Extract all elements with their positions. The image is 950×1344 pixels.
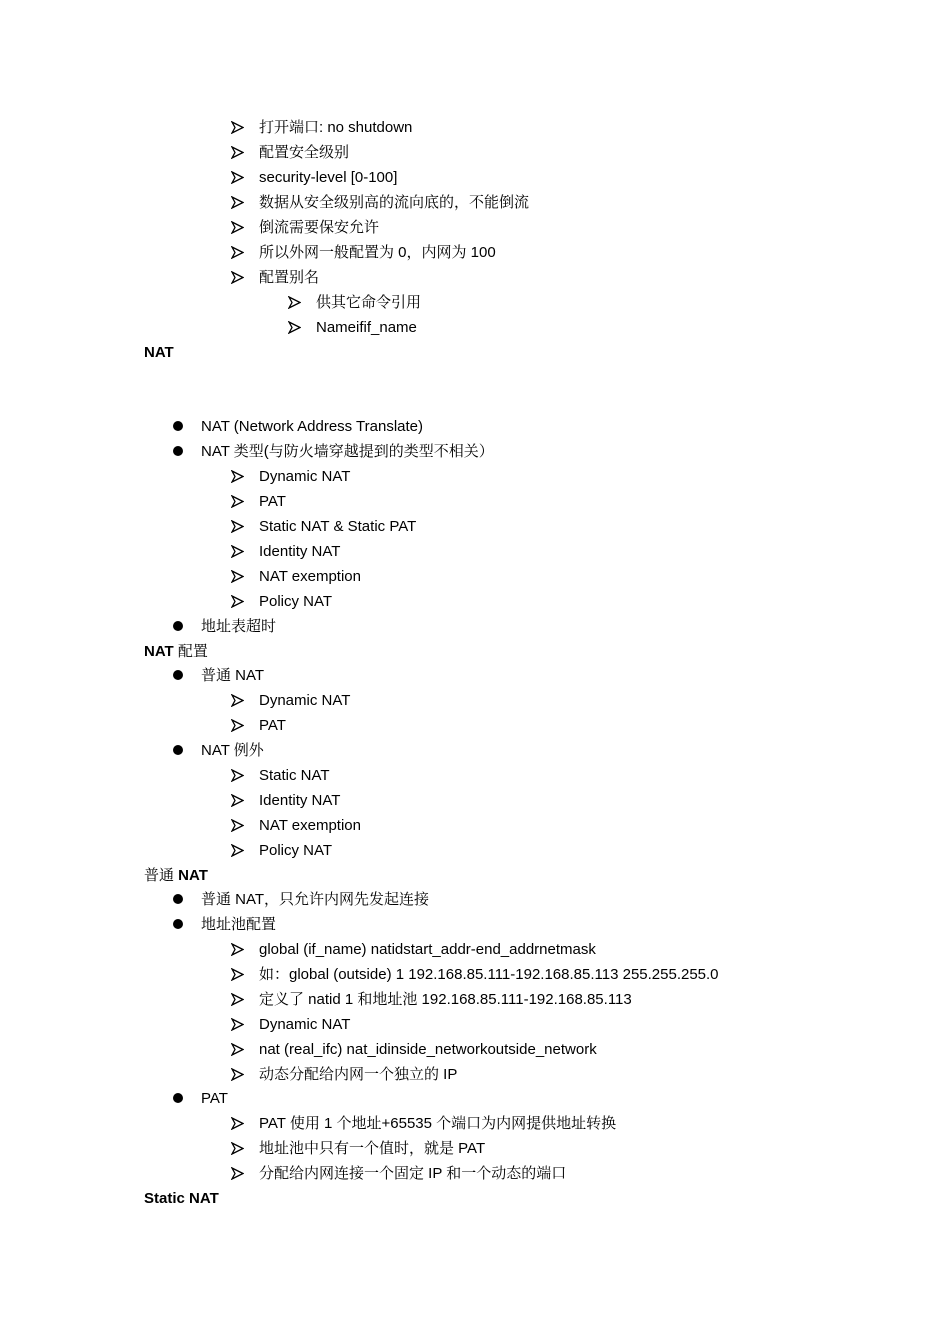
arrow-bullet-icon	[231, 165, 247, 190]
arrow-bullet-icon	[231, 514, 247, 539]
list-item-text: global (if_name) natidstart_addr-end_addrnetmask	[259, 941, 596, 958]
arrow-bullet-icon	[231, 190, 247, 215]
dot-bullet-icon	[173, 1093, 183, 1103]
list-item-text: 普通 NAT，只允许内网先发起连接	[201, 891, 430, 908]
list-item-text: Policy NAT	[259, 842, 333, 859]
arrow-bullet-icon	[231, 713, 247, 738]
list-item-text: NAT exemption	[259, 817, 361, 834]
section-heading-normal-nat	[144, 863, 208, 888]
list-item-text: nat (real_ifc) nat_idinside_networkoutside_network	[259, 1041, 597, 1058]
arrow-bullet-icon	[231, 1136, 247, 1161]
list-item-text: NAT exemption	[259, 568, 361, 585]
arrow-bullet-icon	[231, 937, 247, 962]
list-item-text: NAT 类型(与防火墙穿越提到的类型不相关）	[201, 443, 494, 460]
dot-bullet-icon	[173, 621, 183, 631]
list-item-text: 打开端口: no shutdown	[259, 119, 413, 136]
list-item-text: 地址池配置	[201, 916, 277, 933]
section-heading-nat-config	[144, 639, 208, 664]
arrow-bullet-icon	[231, 838, 247, 863]
list-item-text: PAT	[201, 1090, 228, 1107]
arrow-bullet-icon	[231, 489, 247, 514]
list-item-text: 配置安全级别	[259, 144, 350, 161]
list-item-text: 分配给内网连接一个固定 IP 和一个动态的端口	[259, 1165, 567, 1182]
list-item-text: 地址池中只有一个值时，就是 PAT	[259, 1140, 486, 1157]
section-heading-static-nat: Static NAT	[144, 1190, 219, 1207]
list-item-text: 动态分配给内网一个独立的 IP	[259, 1066, 458, 1083]
dot-bullet-icon	[173, 670, 183, 680]
arrow-bullet-icon	[231, 1111, 247, 1136]
dot-bullet-icon	[173, 446, 183, 456]
list-item-text: NAT 例外	[201, 742, 264, 759]
list-item-text: Policy NAT	[259, 593, 333, 610]
list-item-text: Static NAT	[259, 767, 330, 784]
arrow-bullet-icon	[231, 240, 247, 265]
heading-plain-part: 普通	[144, 867, 179, 884]
section-heading-nat: NAT	[144, 344, 174, 361]
dot-bullet-icon	[173, 745, 183, 755]
list-item-text: Nameifif_name	[316, 319, 417, 336]
list-item-text: NAT (Network Address Translate)	[201, 418, 424, 435]
list-item-text: 配置别名	[259, 269, 320, 286]
list-item-text: PAT 使用 1 个地址+65535 个端口为内网提供地址转换	[259, 1115, 617, 1132]
list-item-text: Dynamic NAT	[259, 692, 351, 709]
list-item-text: 供其它命令引用	[316, 294, 422, 311]
arrow-bullet-icon	[231, 1161, 247, 1186]
arrow-bullet-icon	[231, 539, 247, 564]
arrow-bullet-icon	[231, 763, 247, 788]
arrow-bullet-icon	[231, 115, 247, 140]
arrow-bullet-icon	[231, 688, 247, 713]
list-item-text: 如：global (outside) 1 192.168.85.111-192.168.85.113 255.255.255.0	[259, 966, 719, 983]
arrow-bullet-icon	[231, 1062, 247, 1087]
list-item-text: Dynamic NAT	[259, 468, 351, 485]
list-item-text: 普通 NAT	[201, 667, 265, 684]
arrow-bullet-icon	[231, 1037, 247, 1062]
list-item-text: Identity NAT	[259, 792, 341, 809]
arrow-bullet-icon	[231, 1012, 247, 1037]
arrow-bullet-icon	[231, 987, 247, 1012]
arrow-bullet-icon	[231, 140, 247, 165]
list-item-text: PAT	[259, 493, 286, 510]
list-item-text: 倒流需要保安允许	[259, 219, 380, 236]
list-item-text: Static NAT & Static PAT	[259, 518, 417, 535]
dot-bullet-icon	[173, 894, 183, 904]
arrow-bullet-icon	[231, 962, 247, 987]
arrow-bullet-icon	[288, 315, 304, 340]
list-item-text: Dynamic NAT	[259, 1016, 351, 1033]
list-item-text: PAT	[259, 717, 286, 734]
arrow-bullet-icon	[231, 464, 247, 489]
list-item-text: 定义了 natid 1 和地址池 192.168.85.111-192.168.85.113	[259, 991, 632, 1008]
list-item-text: security-level [0-100]	[259, 169, 398, 186]
heading-bold-part: NAT	[178, 867, 208, 884]
arrow-bullet-icon	[231, 813, 247, 838]
arrow-bullet-icon	[231, 788, 247, 813]
arrow-bullet-icon	[231, 265, 247, 290]
dot-bullet-icon	[173, 919, 183, 929]
arrow-bullet-icon	[231, 564, 247, 589]
list-item-text: 数据从安全级别高的流向底的，不能倒流	[259, 194, 530, 211]
arrow-bullet-icon	[288, 290, 304, 315]
heading-bold-part: NAT	[144, 643, 174, 660]
arrow-bullet-icon	[231, 215, 247, 240]
arrow-bullet-icon	[231, 589, 247, 614]
dot-bullet-icon	[173, 421, 183, 431]
list-item-text: 所以外网一般配置为 0，内网为 100	[259, 244, 496, 261]
list-item-text: 地址表超时	[201, 618, 277, 635]
list-item-text: Identity NAT	[259, 543, 341, 560]
heading-plain-part: 配置	[173, 643, 208, 660]
